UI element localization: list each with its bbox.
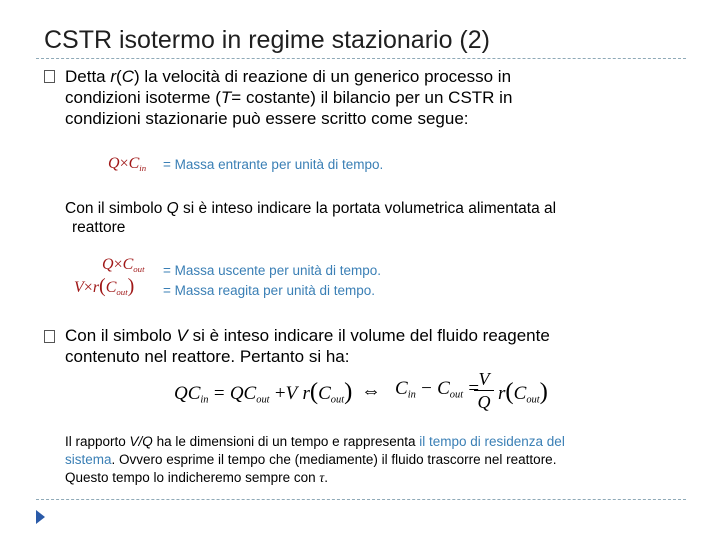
formula-reacted [74,275,135,301]
math-sub: in [407,389,416,401]
fraction [474,370,494,411]
formula-inflow-desc: = Massa entrante per unità di tempo. [163,157,384,172]
math-qc: QC [174,383,201,404]
text: Questo tempo lo indicheremo sempre con [65,470,320,485]
math-paren: ( [99,275,106,297]
text: ha le dimensioni di un tempo e rappresenta [152,434,420,449]
text: ) la velocità di reazione di un generico processo in [133,67,512,86]
highlight-text: il tempo di residenza del [419,434,565,449]
text: condizioni isoterme ( [65,88,221,107]
math-q: Q [108,155,120,172]
math-r: r [92,279,100,296]
math-sub: in [200,394,209,406]
math-sub: out [526,394,540,406]
math-r: r [302,383,310,404]
footer-line2 [65,451,556,468]
symbol-vq: V/Q [129,434,153,449]
math-sub: out [449,389,464,401]
math-sub: out [116,287,128,298]
text: = costante) il bilancio per un CSTR in [231,88,513,107]
text: Con il simbolo [65,326,177,345]
bullet1-line2 [65,88,512,108]
math-plus: + [274,383,286,404]
formula-inflow [108,155,146,177]
math-c: C [122,256,134,273]
bullet1-line3: condizioni stazionarie può essere scritto come segue: [65,109,469,128]
math-c: C [437,378,450,399]
text: ( [116,67,122,86]
math-eq: = [468,378,480,399]
next-slide-arrow-icon[interactable] [36,510,45,524]
fraction-denominator: Q [477,392,491,412]
bullet-box-icon [44,70,55,83]
math-paren: ) [127,275,135,297]
math-v: V [285,383,298,404]
footer-line1 [65,433,565,450]
math-c: C [318,383,331,404]
balance-equation-right [395,378,479,401]
balance-equation-rate [498,378,548,406]
page-title: CSTR isotermo in regime stazionario (2) [44,26,490,54]
iff-icon: ⇔ [361,380,381,402]
math-times: × [83,279,93,296]
symbol-r: r [110,67,117,86]
math-v: V [74,279,84,296]
note1-line2: reattore [72,219,126,236]
math-c: C [513,383,527,404]
text: Detta [65,67,111,86]
math-r: r [498,383,506,404]
math-paren: ( [505,378,514,405]
balance-equation [174,378,352,406]
text: Con il simbolo [65,200,167,217]
symbol-q: Q [166,200,179,217]
note1-line1 [65,199,556,219]
math-c: C [395,378,408,399]
math-q: Q [102,256,114,273]
bullet2-line2: contenuto nel reattore. Pertanto si ha: [65,347,350,366]
math-sub: in [139,163,147,174]
fraction-bar [474,390,494,391]
title-divider [36,58,686,59]
math-sub: out [330,394,345,406]
math-c: C [128,155,140,172]
math-paren: ) [344,378,353,405]
math-minus: − [421,378,432,399]
bullet2-line1 [65,326,550,346]
math-sub: out [256,394,270,406]
footer-divider [36,499,686,500]
symbol-tau: τ [319,470,325,485]
symbol-t: T [220,88,232,107]
bullet1-line1 [65,67,511,87]
fraction-numerator: V [478,369,490,389]
math-times: × [119,155,129,172]
math-qc: QC [229,383,257,404]
formula-outflow [102,256,145,278]
text: si è inteso indicare la portata volumetrica alimentata al [178,200,557,217]
math-paren: ) [539,378,548,405]
footer-line3 [65,469,328,486]
text: . Ovvero esprime il tempo che (mediamente) il fluido trascorre nel reattore. [111,452,557,467]
math-paren: ( [309,378,319,405]
text: . [324,470,328,485]
text: Il rapporto [65,434,130,449]
symbol-c: C [121,67,134,86]
math-c: C [105,279,117,296]
math-sub: out [133,264,145,275]
math-eq: = [213,383,225,404]
math-times: × [113,256,123,273]
symbol-v: V [176,326,188,345]
text: si è inteso indicare il volume del fluido reagente [187,326,550,345]
formula-outflow-desc: = Massa uscente per unità di tempo. [163,263,381,278]
bullet-box-icon [44,330,55,343]
formula-reacted-desc: = Massa reagita per unità di tempo. [163,283,375,298]
highlight-text: sistema [65,452,112,467]
